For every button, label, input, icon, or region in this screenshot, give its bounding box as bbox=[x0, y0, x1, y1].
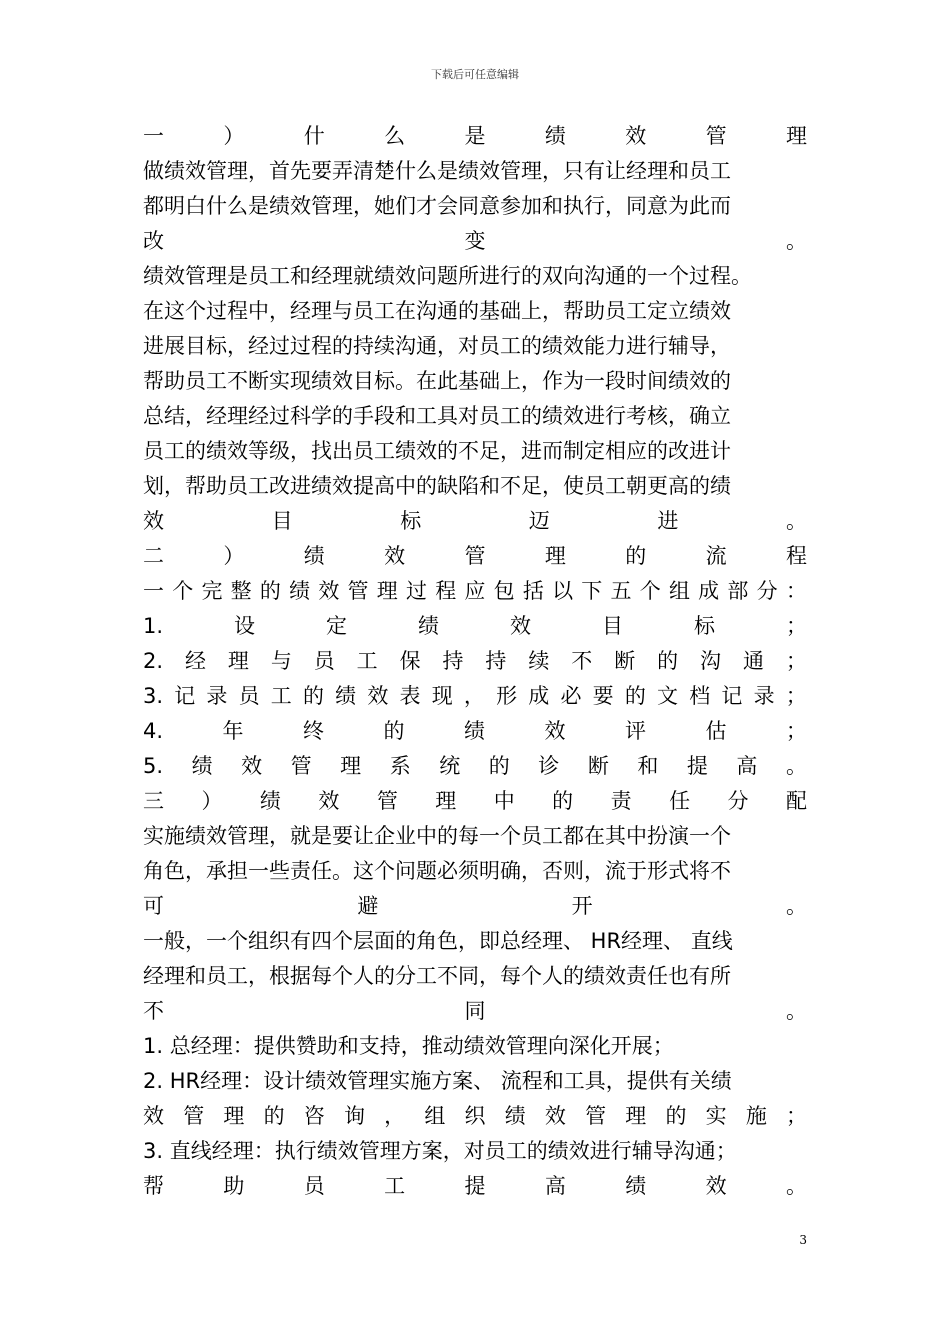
text-segment: 完 bbox=[201, 579, 223, 603]
text-segment: 效 bbox=[318, 789, 340, 813]
text-segment: 成 bbox=[698, 579, 720, 603]
text-segment: 应 bbox=[464, 579, 486, 603]
text-segment: 2. bbox=[143, 649, 164, 673]
text-line bbox=[143, 539, 807, 574]
text-segment: 个 bbox=[639, 579, 661, 603]
text-segment: 与 bbox=[270, 649, 292, 673]
text-segment: 管 bbox=[290, 754, 312, 778]
text-line bbox=[143, 714, 807, 749]
text-segment: 的 bbox=[302, 684, 324, 708]
text-segment: 统 bbox=[439, 754, 461, 778]
text-line bbox=[143, 679, 807, 714]
text-segment: 断 bbox=[614, 649, 636, 673]
text-line: 1. 总经理：提供赞助和支持，推动绩效管理向深化开展； bbox=[143, 1034, 674, 1058]
text-segment: 持 bbox=[442, 649, 464, 673]
text-segment: 进 bbox=[657, 509, 679, 533]
text-segment: 绩 bbox=[625, 1174, 647, 1198]
text-segment: 评 bbox=[624, 719, 646, 743]
text-segment: 理 bbox=[544, 544, 566, 568]
text-segment: 档 bbox=[689, 684, 711, 708]
text-segment: 记 bbox=[174, 684, 196, 708]
text-segment: 工 bbox=[356, 649, 378, 673]
text-line: 2. HR经理：设计绩效管理实施方案、 流程和工具，提供有关绩 bbox=[143, 1069, 732, 1093]
text-segment: 文 bbox=[657, 684, 679, 708]
text-segment: 断 bbox=[587, 754, 609, 778]
text-segment: 括 bbox=[522, 579, 544, 603]
text-segment: 提 bbox=[464, 1174, 486, 1198]
text-segment: 高 bbox=[544, 1174, 566, 1198]
text-segment: 分 bbox=[727, 789, 749, 813]
text-segment: 么 bbox=[384, 124, 406, 148]
text-segment: 设 bbox=[234, 614, 256, 638]
text-segment: 必 bbox=[560, 684, 582, 708]
text-segment: 绩 bbox=[544, 124, 566, 148]
text-segment: 绩 bbox=[191, 754, 213, 778]
text-segment: 的 bbox=[625, 544, 647, 568]
text-segment: 效 bbox=[544, 1104, 566, 1128]
text-segment: 管 bbox=[585, 1104, 607, 1128]
text-segment: 不 bbox=[571, 649, 593, 673]
text-segment: 理 bbox=[227, 649, 249, 673]
text-segment: 绩 bbox=[504, 1104, 526, 1128]
text-segment: 。 bbox=[786, 229, 807, 253]
text-segment: 效 bbox=[625, 124, 647, 148]
text-segment: 记 bbox=[721, 684, 743, 708]
text-segment: 配 bbox=[785, 789, 807, 813]
text-segment: 目 bbox=[271, 509, 293, 533]
text-segment: 实 bbox=[705, 1104, 727, 1128]
text-segment: 绩 bbox=[289, 579, 311, 603]
text-segment: 系 bbox=[389, 754, 411, 778]
text-segment: 的 bbox=[624, 684, 646, 708]
text-segment: 管 bbox=[183, 1104, 205, 1128]
text-line: 实施绩效管理，就是要让企业中的每一个员工都在其中扮演一个 bbox=[143, 824, 731, 848]
text-segment: 高 bbox=[736, 754, 758, 778]
text-line: 做绩效管理，首先要弄清楚什么是绩效管理，只有让经理和员工 bbox=[143, 159, 731, 183]
text-segment: 的 bbox=[552, 789, 574, 813]
text-line bbox=[143, 609, 807, 644]
text-segment: 4. bbox=[143, 719, 164, 743]
text-segment: 目 bbox=[601, 614, 623, 638]
text-segment: 员 bbox=[238, 684, 260, 708]
text-segment: 持 bbox=[485, 649, 507, 673]
text-segment: 定 bbox=[326, 614, 348, 638]
text-segment: 提 bbox=[686, 754, 708, 778]
text-segment: 责 bbox=[610, 789, 632, 813]
text-segment: 效 bbox=[705, 1174, 727, 1198]
text-segment: 程 bbox=[786, 544, 807, 568]
text-segment: 现 bbox=[431, 684, 453, 708]
text-segment: 整 bbox=[230, 579, 252, 603]
text-segment: 员 bbox=[313, 649, 335, 673]
text-segment: 和 bbox=[637, 754, 659, 778]
text-segment: 中 bbox=[493, 789, 515, 813]
text-segment: 形 bbox=[496, 684, 518, 708]
text-segment: 避 bbox=[357, 894, 379, 918]
text-segment: 理 bbox=[625, 1104, 647, 1128]
text-segment: 经 bbox=[184, 649, 206, 673]
text-segment: 保 bbox=[399, 649, 421, 673]
text-segment: 可 bbox=[143, 894, 164, 918]
text-segment: 员 bbox=[303, 1174, 325, 1198]
text-segment: 表 bbox=[399, 684, 421, 708]
text-segment: 什 bbox=[303, 124, 325, 148]
text-segment: 效 bbox=[318, 579, 340, 603]
text-segment: 终 bbox=[303, 719, 325, 743]
text-segment: 理 bbox=[376, 579, 398, 603]
text-line bbox=[143, 1169, 807, 1204]
text-line bbox=[143, 994, 807, 1029]
text-segment: 成 bbox=[528, 684, 550, 708]
text-segment: ） bbox=[223, 124, 245, 148]
text-segment: 管 bbox=[464, 544, 486, 568]
text-segment: ； bbox=[786, 1104, 807, 1128]
text-segment: 分 bbox=[756, 579, 778, 603]
text-segment: 录 bbox=[206, 684, 228, 708]
text-segment: 二 bbox=[143, 544, 164, 568]
text-segment: 效 bbox=[544, 719, 566, 743]
text-segment: 的 bbox=[259, 579, 281, 603]
text-segment: 不 bbox=[143, 999, 164, 1023]
text-segment: 效 bbox=[384, 544, 406, 568]
text-segment: 一 bbox=[143, 124, 164, 148]
text-segment: 。 bbox=[785, 894, 807, 918]
text-segment: 三 bbox=[143, 789, 164, 813]
text-segment: 是 bbox=[464, 124, 486, 148]
text-segment: 管 bbox=[705, 124, 727, 148]
text-segment: 理 bbox=[223, 1104, 245, 1128]
text-segment: ： bbox=[785, 579, 807, 603]
text-line: 经理和员工，根据每个人的分工不同，每个人的绩效责任也有所 bbox=[143, 964, 731, 988]
text-segment: 效 bbox=[241, 754, 263, 778]
text-line bbox=[143, 224, 807, 259]
text-segment: 个 bbox=[172, 579, 194, 603]
text-line: 帮助员工不断实现绩效目标。在此基础上，作为一段时间绩效的 bbox=[143, 369, 731, 393]
text-segment: 的 bbox=[488, 754, 510, 778]
text-line bbox=[143, 1099, 807, 1134]
text-segment: 续 bbox=[528, 649, 550, 673]
text-segment: 织 bbox=[464, 1104, 486, 1128]
text-segment: 迈 bbox=[528, 509, 550, 533]
text-segment: 询 bbox=[343, 1104, 365, 1128]
text-segment: 工 bbox=[384, 1174, 406, 1198]
text-segment: 同 bbox=[464, 999, 486, 1023]
text-segment: 效 bbox=[367, 684, 389, 708]
text-line: 3. 直线经理：执行绩效管理方案，对员工的绩效进行辅导沟通； bbox=[143, 1139, 737, 1163]
text-segment: 估 bbox=[705, 719, 727, 743]
text-line bbox=[143, 889, 807, 924]
text-segment: 过 bbox=[405, 579, 427, 603]
text-line: 进展目标，经过过程的持续沟通，对员工的绩效能力进行辅导， bbox=[143, 334, 731, 358]
text-segment: 的 bbox=[657, 649, 679, 673]
text-segment: ； bbox=[785, 719, 807, 743]
text-segment: 管 bbox=[376, 789, 398, 813]
text-segment: 帮 bbox=[143, 1174, 164, 1198]
text-line bbox=[143, 504, 807, 539]
text-segment: 绩 bbox=[463, 719, 485, 743]
text-segment: 变 bbox=[464, 229, 486, 253]
text-segment: 工 bbox=[270, 684, 292, 708]
text-segment: 的 bbox=[383, 719, 405, 743]
text-line: 都明白什么是绩效管理，她们才会同意参加和执行，同意为此而 bbox=[143, 194, 731, 218]
text-line: 总结，经理经过科学的手段和工具对员工的绩效进行考核，确立 bbox=[143, 404, 731, 428]
text-segment: 部 bbox=[727, 579, 749, 603]
text-segment: 管 bbox=[347, 579, 369, 603]
text-segment: 五 bbox=[610, 579, 632, 603]
text-segment: 标 bbox=[693, 614, 715, 638]
text-segment: 以 bbox=[552, 579, 574, 603]
text-line bbox=[143, 574, 807, 609]
text-segment: ， bbox=[384, 1104, 406, 1128]
text-segment: 组 bbox=[424, 1104, 446, 1128]
text-segment: 绩 bbox=[418, 614, 439, 638]
document-body bbox=[143, 119, 807, 1204]
text-segment: 理 bbox=[340, 754, 362, 778]
text-line: 在这个过程中，经理与员工在沟通的基础上，帮助员工定立绩效 bbox=[143, 299, 731, 323]
text-segment: ； bbox=[785, 614, 807, 638]
text-line: 划，帮助员工改进绩效提高中的缺陷和不足，使员工朝更高的绩 bbox=[143, 474, 731, 498]
text-segment: 。 bbox=[786, 1174, 807, 1198]
text-segment: ； bbox=[785, 649, 807, 673]
text-segment: 通 bbox=[742, 649, 764, 673]
text-segment: 5. bbox=[143, 754, 164, 778]
text-line bbox=[143, 784, 807, 819]
text-segment: 录 bbox=[753, 684, 775, 708]
text-segment: 1. bbox=[143, 614, 164, 638]
text-segment: ； bbox=[785, 684, 807, 708]
text-segment: 。 bbox=[785, 509, 807, 533]
text-segment: 下 bbox=[581, 579, 603, 603]
text-segment: 。 bbox=[785, 754, 807, 778]
text-segment: 施 bbox=[745, 1104, 767, 1128]
text-segment: ） bbox=[223, 544, 245, 568]
text-segment: 组 bbox=[668, 579, 690, 603]
text-segment: 诊 bbox=[538, 754, 560, 778]
text-segment: ） bbox=[201, 789, 223, 813]
text-line: 绩效管理是员工和经理就绩效问题所进行的双向沟通的一个过程。 bbox=[143, 264, 752, 288]
text-segment: 的 bbox=[665, 1104, 687, 1128]
text-segment: 理 bbox=[786, 124, 807, 148]
text-line: 员工的绩效等级，找出员工绩效的不足，进而制定相应的改进计 bbox=[143, 439, 731, 463]
text-line bbox=[143, 119, 807, 154]
text-segment: 标 bbox=[400, 509, 422, 533]
text-line: 一般，一个组织有四个层面的角色，即总经理、 HR经理、 直线 bbox=[143, 929, 733, 953]
text-segment: 3. bbox=[143, 684, 164, 708]
text-segment: 程 bbox=[435, 579, 457, 603]
text-line bbox=[143, 749, 807, 784]
text-segment: 任 bbox=[669, 789, 691, 813]
header-note: 下载后可任意编辑 bbox=[431, 68, 519, 81]
text-segment: 助 bbox=[223, 1174, 245, 1198]
text-segment: 理 bbox=[435, 789, 457, 813]
text-line: 角色，承担一些责任。这个问题必须明确，否则，流于形式将不 bbox=[143, 859, 731, 883]
text-segment: 一 bbox=[143, 579, 164, 603]
text-segment: ， bbox=[463, 684, 485, 708]
text-segment: 咨 bbox=[303, 1104, 325, 1128]
text-segment: 沟 bbox=[700, 649, 722, 673]
text-segment: 绩 bbox=[335, 684, 357, 708]
text-segment: 。 bbox=[786, 999, 807, 1023]
text-segment: 效 bbox=[143, 509, 164, 533]
text-segment: 改 bbox=[143, 229, 164, 253]
text-segment: 绩 bbox=[259, 789, 281, 813]
text-segment: 开 bbox=[571, 894, 593, 918]
text-segment: 的 bbox=[263, 1104, 285, 1128]
text-segment: 包 bbox=[493, 579, 515, 603]
text-segment: 流 bbox=[705, 544, 727, 568]
text-segment: 效 bbox=[509, 614, 531, 638]
text-segment: 效 bbox=[143, 1104, 164, 1128]
text-line bbox=[143, 644, 807, 679]
text-segment: 绩 bbox=[303, 544, 325, 568]
page-number: 3 bbox=[799, 1233, 807, 1247]
text-segment: 要 bbox=[592, 684, 614, 708]
text-segment: 年 bbox=[222, 719, 244, 743]
